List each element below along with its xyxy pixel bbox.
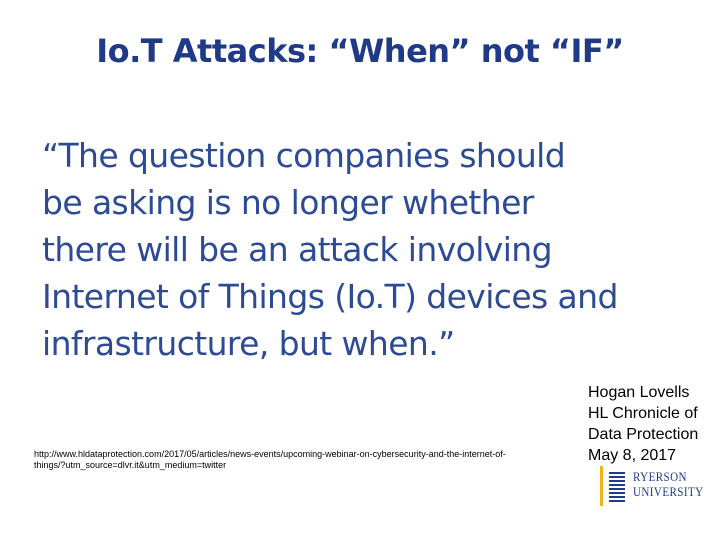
quote-line: be asking is no longer whether: [42, 183, 534, 222]
logo-wordmark: [633, 469, 704, 499]
quote-line: there will be an attack involving: [42, 230, 552, 269]
logo-mark-icon: [609, 470, 625, 502]
source-url-line[interactable]: http://www.hldataprotection.com/2017/05/articles/news-events/upcoming-webinar-on-cybersecurity-and-the-internet-of-: [34, 449, 506, 459]
attribution-publication: HL Chronicle of: [588, 405, 698, 422]
source-url-line[interactable]: things/?utm_source=dlvr.it&utm_medium=twitter: [34, 460, 227, 470]
slide-title: Io.T Attacks: “When” not “IF”: [96, 32, 624, 70]
attribution: [588, 382, 718, 466]
attribution-author: Hogan Lovells: [588, 384, 690, 401]
quote-line: Internet of Things (Io.T) devices and: [42, 277, 618, 316]
source-url[interactable]: [34, 449, 574, 471]
quote-block: [42, 132, 712, 367]
logo-line: RYERSON: [633, 469, 687, 484]
ryerson-university-logo: [600, 466, 708, 506]
attribution-publication-cont: Data Protection: [588, 426, 699, 443]
quote-line: infrastructure, but when.”: [42, 324, 455, 363]
quote-line: “The question companies should: [42, 136, 566, 175]
logo-line: UNIVERSITY: [633, 484, 704, 499]
attribution-date: May 8, 2017: [588, 447, 677, 464]
